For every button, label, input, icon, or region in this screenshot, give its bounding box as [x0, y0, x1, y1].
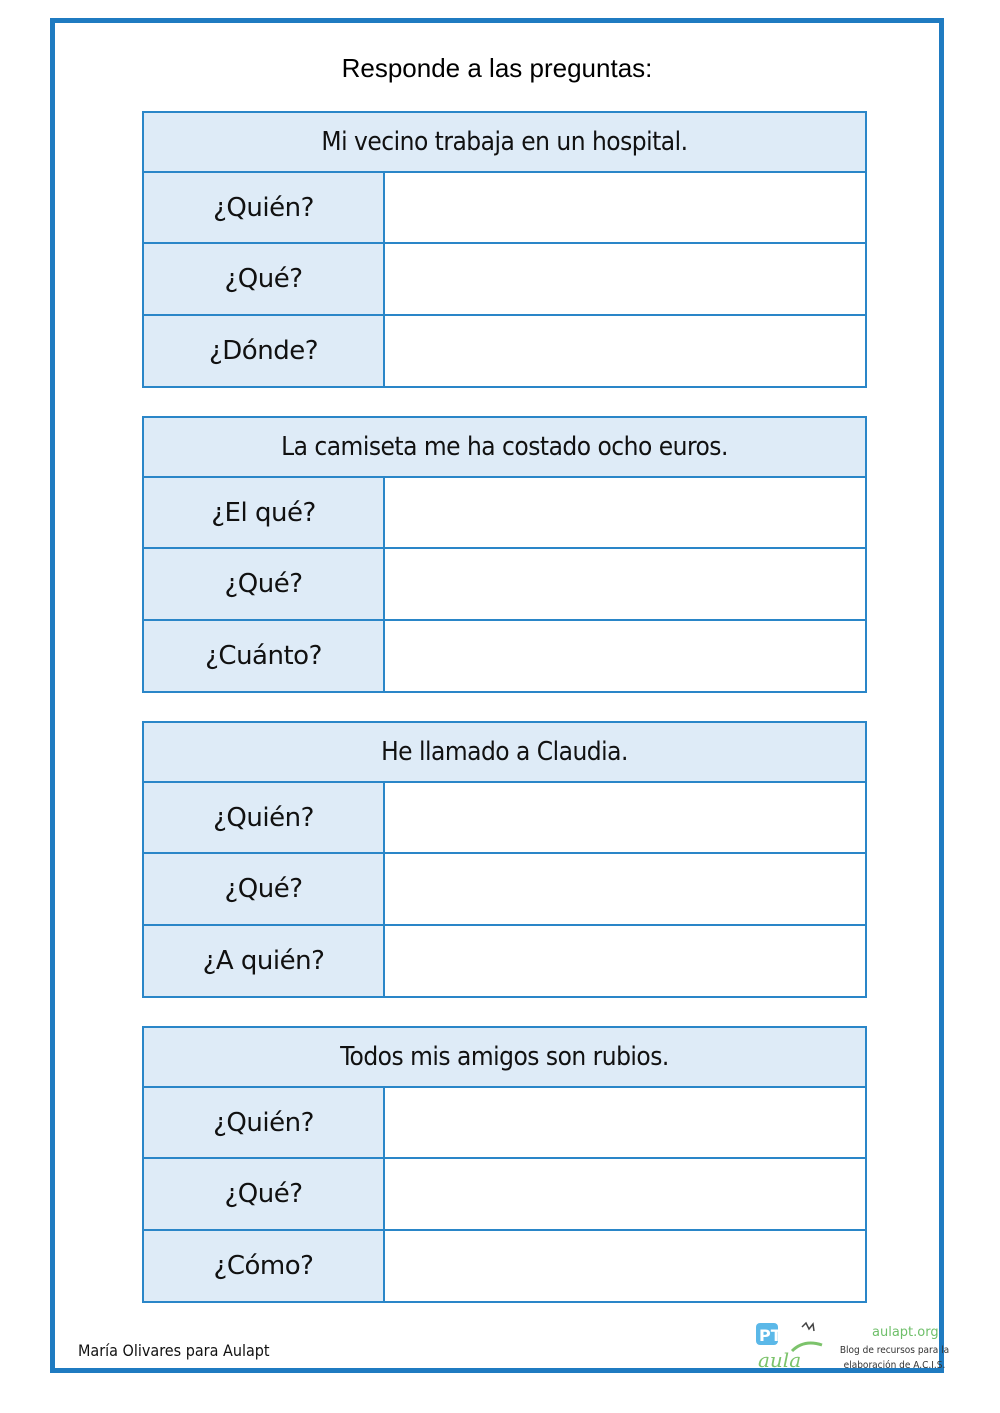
exercise-sentence: Mi vecino trabaja en un hospital. — [144, 113, 865, 173]
question-row — [144, 783, 865, 854]
question-label: ¿Quién? — [144, 783, 385, 852]
answer-cell[interactable] — [385, 244, 865, 314]
question-row — [144, 854, 865, 926]
question-row — [144, 173, 865, 244]
question-label: ¿A quién? — [144, 926, 385, 996]
question-label: ¿Quién? — [144, 173, 385, 242]
question-row — [144, 244, 865, 316]
answer-cell[interactable] — [385, 1231, 865, 1301]
answer-cell[interactable] — [385, 478, 865, 547]
question-label: ¿El qué? — [144, 478, 385, 547]
question-row — [144, 1088, 865, 1159]
answer-cell[interactable] — [385, 1159, 865, 1229]
question-row — [144, 1159, 865, 1231]
answer-cell[interactable] — [385, 549, 865, 619]
exercise-table-3 — [142, 721, 867, 998]
question-label: ¿Qué? — [144, 1159, 385, 1229]
question-row — [144, 478, 865, 549]
answer-cell[interactable] — [385, 926, 865, 996]
question-label: ¿Quién? — [144, 1088, 385, 1157]
question-label: ¿Cuánto? — [144, 621, 385, 691]
logo-aula-text: aula — [758, 1348, 802, 1372]
exercise-table-2 — [142, 416, 867, 693]
answer-cell[interactable] — [385, 621, 865, 691]
question-label: ¿Dónde? — [144, 316, 385, 386]
answer-cell[interactable] — [385, 173, 865, 242]
worksheet-frame — [50, 18, 950, 1373]
answer-cell[interactable] — [385, 1088, 865, 1157]
question-row — [144, 621, 865, 691]
question-row — [144, 549, 865, 621]
logo-pt-text: PT — [759, 1326, 782, 1345]
question-row — [144, 1231, 865, 1301]
question-row — [144, 926, 865, 996]
answer-cell[interactable] — [385, 783, 865, 852]
answer-cell[interactable] — [385, 854, 865, 924]
question-label: ¿Qué? — [144, 244, 385, 314]
exercise-sentence: La camiseta me ha costado ocho euros. — [144, 418, 865, 478]
exercise-sentence: Todos mis amigos son rubios. — [144, 1028, 865, 1088]
footer-description: Blog de recursos para la elaboración de A.C.I.S. — [839, 1345, 950, 1371]
question-label: ¿Qué? — [144, 854, 385, 924]
exercise-table-4 — [142, 1026, 867, 1303]
answer-cell[interactable] — [385, 316, 865, 386]
footer-author: María Olivares para Aulapt — [78, 1341, 270, 1360]
exercise-sentence: He llamado a Claudia. — [144, 723, 865, 783]
footer-site: aulapt.org — [872, 1325, 939, 1340]
question-row — [144, 316, 865, 386]
exercise-table-1 — [142, 111, 867, 388]
worksheet-title: Responde a las preguntas: — [341, 53, 653, 83]
aulapt-logo-icon — [752, 1321, 832, 1373]
question-label: ¿Qué? — [144, 549, 385, 619]
question-label: ¿Cómo? — [144, 1231, 385, 1301]
